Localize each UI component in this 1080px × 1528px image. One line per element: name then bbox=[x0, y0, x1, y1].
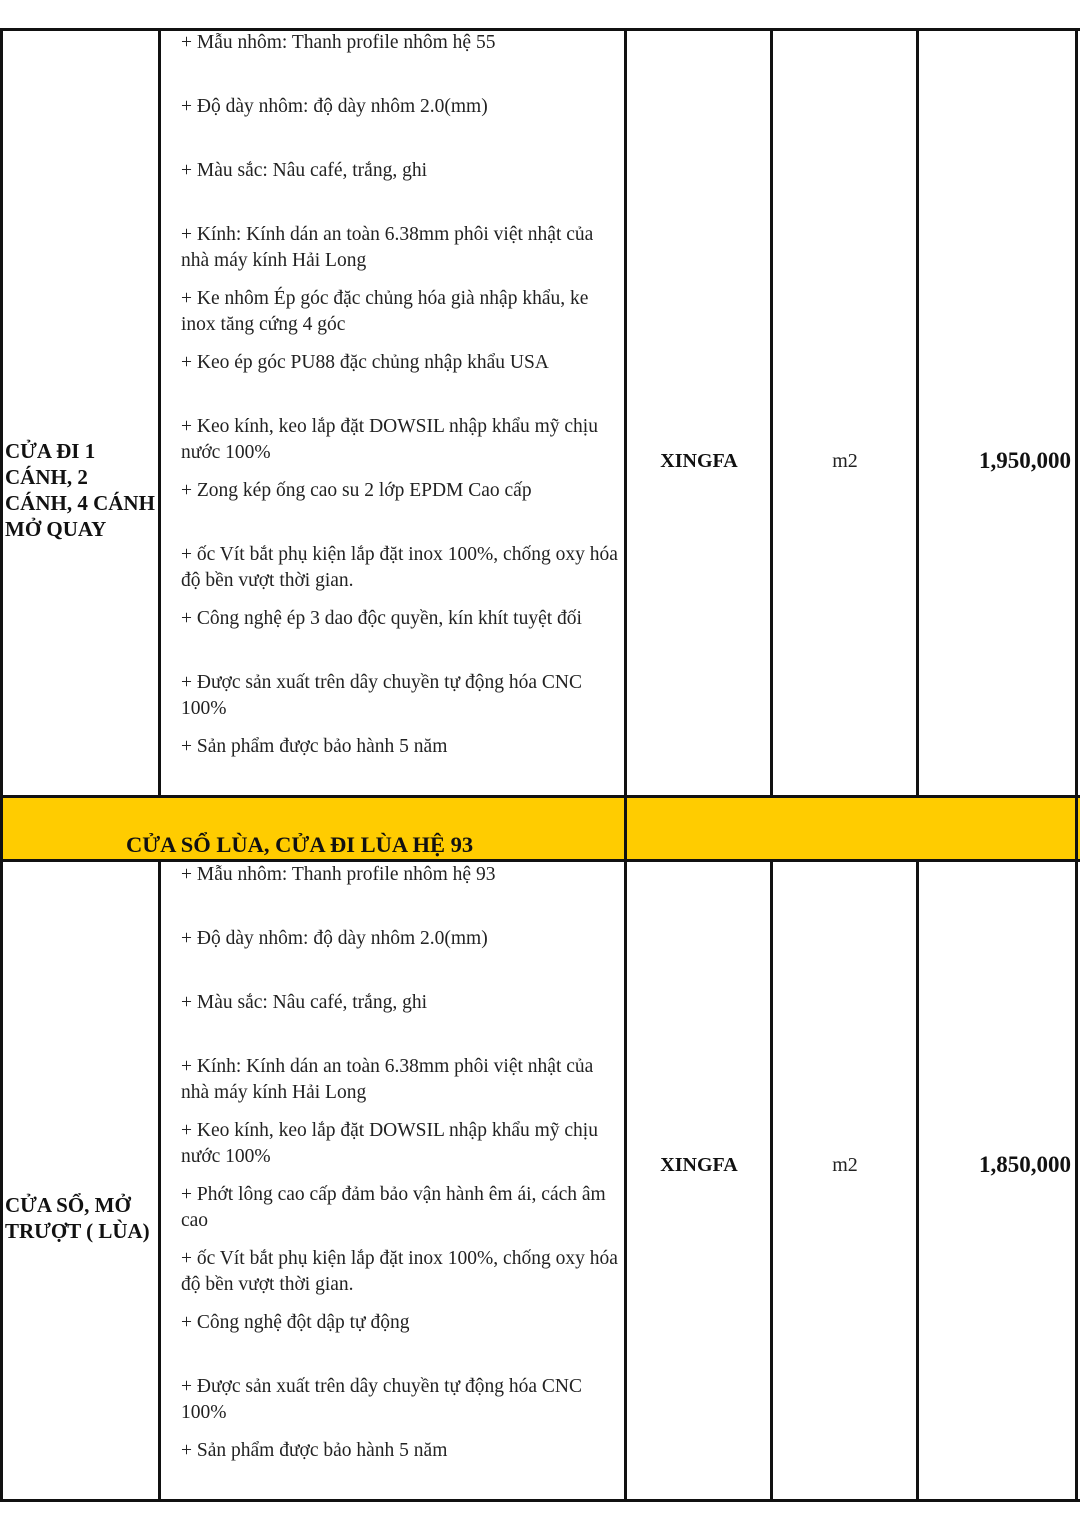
list-item: + Sản phẩm được bảo hành 5 năm bbox=[181, 1440, 448, 1461]
list-item: + Keo kính, keo lắp đặt DOWSIL nhập khẩu mỹ chịu nước 100% bbox=[181, 1120, 598, 1167]
table-border bbox=[770, 28, 773, 796]
table-border bbox=[158, 28, 161, 796]
table-border bbox=[770, 860, 773, 1502]
list-item: + Độ dày nhôm: độ dày nhôm 2.0(mm) bbox=[181, 928, 488, 949]
price-label: 1,950,000 bbox=[979, 448, 1071, 473]
list-item: + Phớt lông cao cấp đảm bảo vận hành êm ái, cách âm cao bbox=[181, 1184, 606, 1231]
brand-label: XINGFA bbox=[660, 1154, 738, 1176]
list-item: + Công nghệ đột dập tự động bbox=[181, 1312, 410, 1333]
list-item: + Màu sắc: Nâu café, trắng, ghi bbox=[181, 160, 427, 181]
list-item: + Sản phẩm được bảo hành 5 năm bbox=[181, 736, 448, 757]
list-item: + Độ dày nhôm: độ dày nhôm 2.0(mm) bbox=[181, 96, 488, 117]
list-item: + Công nghệ ép 3 dao độc quyền, kín khít tuyệt đối bbox=[181, 608, 582, 629]
list-item: + Zong kép ống cao su 2 lớp EPDM Cao cấp bbox=[181, 480, 532, 501]
list-item: + Keo kính, keo lắp đặt DOWSIL nhập khẩu mỹ chịu nước 100% bbox=[181, 416, 598, 463]
list-item: + Được sản xuất trên dây chuyền tự động hóa CNC 100% bbox=[181, 1376, 582, 1423]
list-item: + Ke nhôm Ép góc đặc chủng hóa già nhập khẩu, ke inox tăng cứng 4 góc bbox=[181, 288, 589, 335]
brand-label: XINGFA bbox=[660, 450, 738, 472]
price-table bbox=[0, 28, 1080, 1502]
list-item: + Kính: Kính dán an toàn 6.38mm phôi việt nhật của nhà máy kính Hải Long bbox=[181, 1056, 594, 1103]
table-border bbox=[916, 28, 919, 796]
list-item: + ốc Vít bắt phụ kiện lắp đặt inox 100%, chống oxy hóa độ bền vượt thời gian. bbox=[181, 1248, 618, 1295]
list-item: + Mẫu nhôm: Thanh profile nhôm hệ 55 bbox=[181, 32, 496, 53]
table-border bbox=[916, 860, 919, 1502]
section-title: CỬA SỔ LÙA, CỬA ĐI LÙA HỆ 93 bbox=[126, 832, 474, 857]
product-name: CỬA SỔ, MỞ TRƯỢT ( LÙA) bbox=[5, 1193, 150, 1243]
table-border bbox=[1075, 28, 1078, 1502]
list-item: + Được sản xuất trên dây chuyền tự động hóa CNC 100% bbox=[181, 672, 582, 719]
product-name: CỬA ĐI 1 CÁNH, 2 CÁNH, 4 CÁNH MỞ QUAY bbox=[5, 439, 155, 541]
price-label: 1,850,000 bbox=[979, 1152, 1071, 1177]
list-item: + Kính: Kính dán an toàn 6.38mm phôi việt nhật của nhà máy kính Hải Long bbox=[181, 224, 594, 271]
table-border bbox=[0, 28, 3, 1502]
table-border bbox=[158, 860, 161, 1502]
list-item: + Mẫu nhôm: Thanh profile nhôm hệ 93 bbox=[181, 864, 496, 885]
list-item: + Màu sắc: Nâu café, trắng, ghi bbox=[181, 992, 427, 1013]
unit-label: m2 bbox=[832, 1154, 858, 1176]
section-header-row bbox=[0, 796, 1080, 860]
list-item: + Keo ép góc PU88 đặc chủng nhập khẩu USA bbox=[181, 352, 549, 373]
section-highlight bbox=[626, 796, 1080, 860]
unit-label: m2 bbox=[832, 450, 858, 472]
list-item: + ốc Vít bắt phụ kiện lắp đặt inox 100%, chống oxy hóa độ bền vượt thời gian. bbox=[181, 544, 618, 591]
table-border bbox=[624, 28, 627, 1502]
